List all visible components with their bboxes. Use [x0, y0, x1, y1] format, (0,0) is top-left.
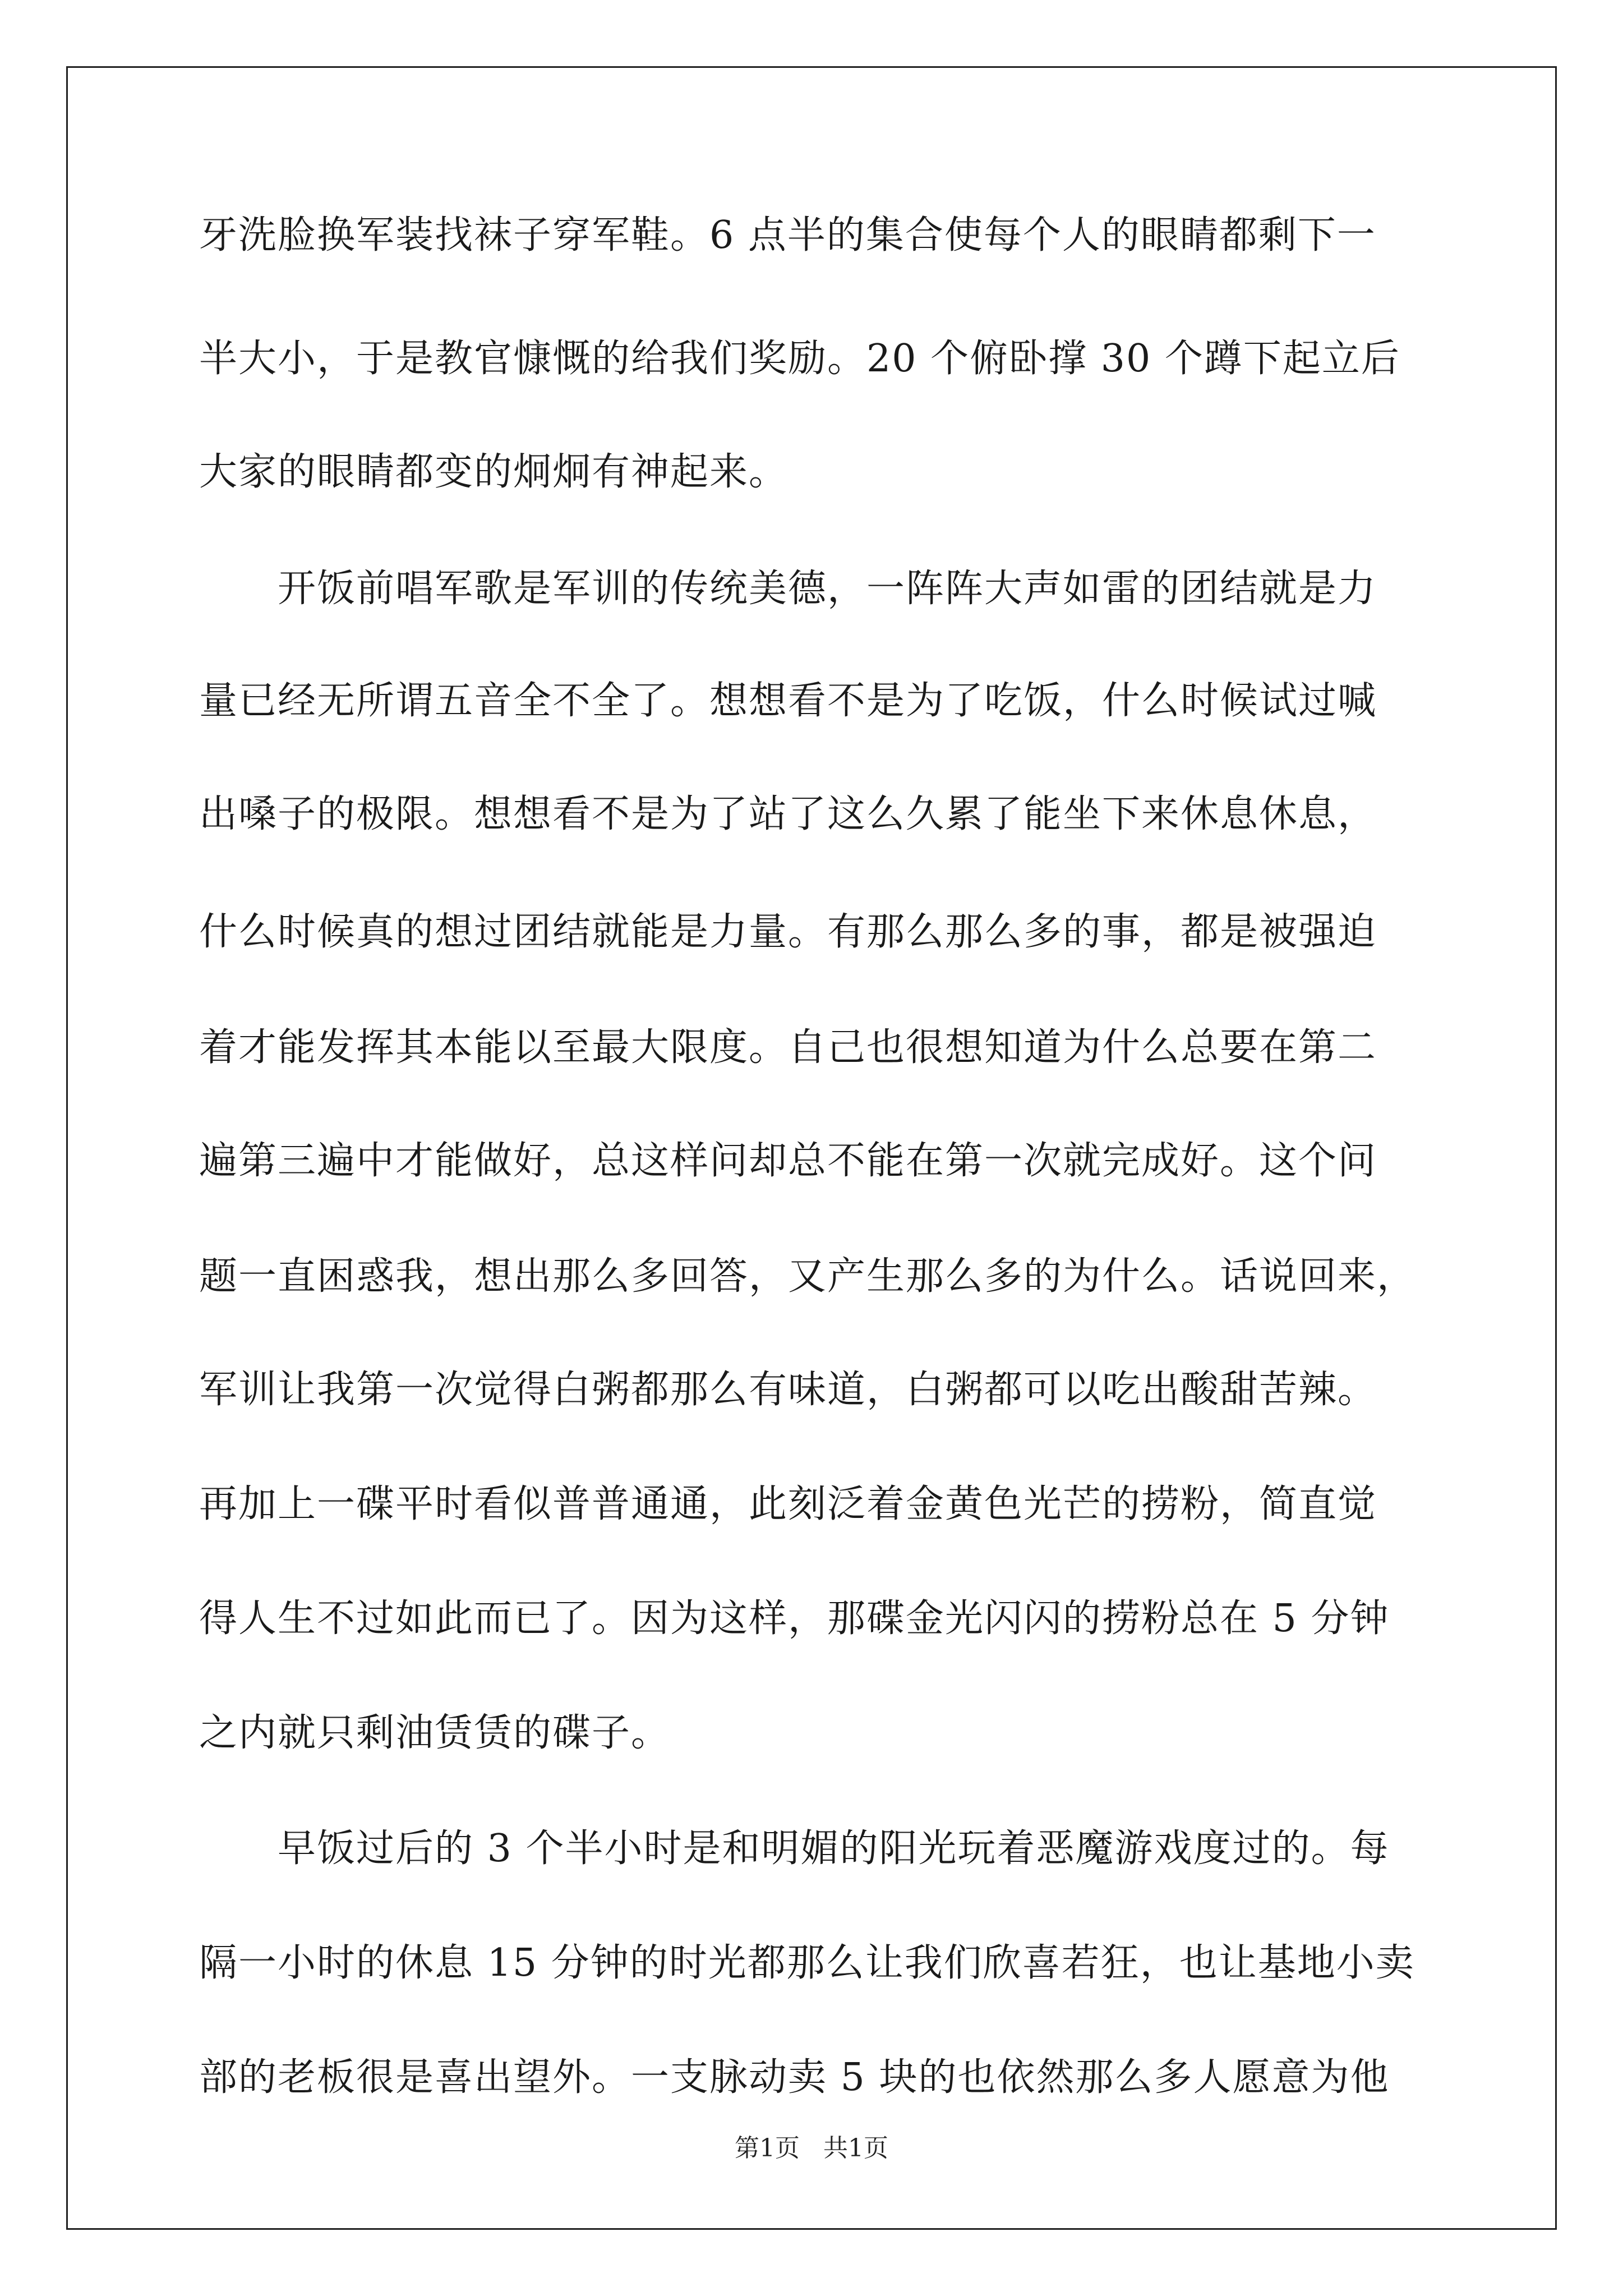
text-line: 牙洗脸换军装找袜子穿军鞋。6 点半的集合使每个人的眼睛都剩下一	[199, 213, 1376, 257]
text-line: 军训让我第一次觉得白粥都那么有味道，白粥都可以吃出酸甜苦辣。	[199, 1368, 1377, 1412]
text-line: 题一直困惑我，想出那么多回答，又产生那么多的为什么。话说回来，	[199, 1254, 1417, 1299]
text-line: 早饭过后的 3 个半小时是和明媚的阳光玩着恶魔游戏度过的。每	[199, 1826, 1390, 1871]
text-line: 大家的眼睛都变的炯炯有神起来。	[199, 450, 789, 494]
text-line: 量已经无所谓五音全不全了。想想看不是为了吃饭，什么时候试过喊	[199, 679, 1377, 723]
text-line: 半大小，于是教官慷慨的给我们奖励。20 个俯卧撑 30 个蹲下起立后	[199, 337, 1400, 381]
text-line: 之内就只剩油赁赁的碟子。	[199, 1711, 671, 1755]
text-line: 部的老板很是喜出望外。一支脉动卖 5 块的也依然那么多人愿意为他	[199, 2055, 1390, 2100]
text-line: 开饭前唱军歌是军训的传统美德，一阵阵大声如雷的团结就是力	[199, 567, 1377, 611]
page-footer: 第1页 共1页	[735, 2134, 888, 2162]
text-line: 着才能发挥其本能以至最大限度。自己也很想知道为什么总要在第二	[199, 1025, 1377, 1070]
text-line: 隔一小时的休息 15 分钟的时光都那么让我们欣喜若狂，也让基地小卖	[199, 1941, 1415, 1985]
text-line: 遍第三遍中才能做好，总这样问却总不能在第一次就完成好。这个问	[199, 1139, 1377, 1183]
text-line: 得人生不过如此而已了。因为这样，那碟金光闪闪的捞粉总在 5 分钟	[199, 1596, 1390, 1641]
text-line: 什么时候真的想过团结就能是力量。有那么那么多的事，都是被强迫	[199, 910, 1377, 954]
text-line: 出嗓子的极限。想想看不是为了站了这么久累了能坐下来休息休息，	[199, 792, 1377, 836]
text-line: 再加上一碟平时看似普普通通，此刻泛着金黄色光芒的捞粉，简直觉	[199, 1482, 1377, 1526]
